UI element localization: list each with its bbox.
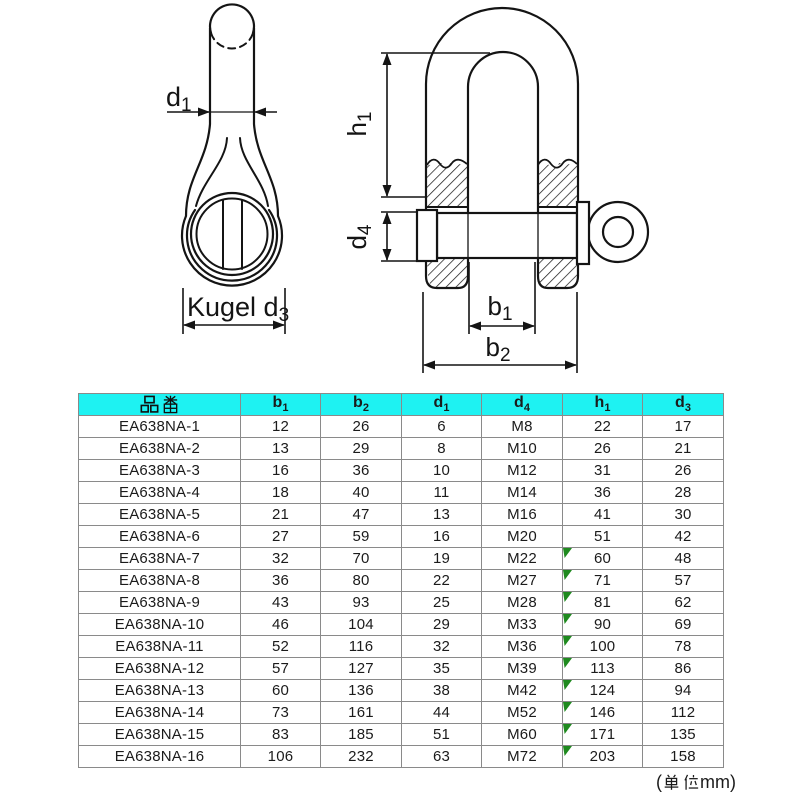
unit-note-prefix: (	[656, 772, 663, 792]
value-cell: 127	[321, 658, 402, 680]
h1-dimension-label: h1	[342, 111, 376, 137]
value-cell: M33	[482, 614, 563, 636]
value-cell: 112	[643, 702, 724, 724]
value-cell: 21	[643, 438, 724, 460]
green-corner-marker	[563, 570, 572, 580]
table-row	[79, 438, 724, 460]
value-cell: 29	[402, 614, 482, 636]
part-number-cell: EA638NA-11	[79, 636, 241, 658]
part-number-cell: EA638NA-4	[79, 482, 241, 504]
left-figure-eye-side-view	[182, 4, 282, 285]
value-cell: 80	[321, 570, 402, 592]
part-number-cell: EA638NA-5	[79, 504, 241, 526]
col-header-b1: $b_1$	[241, 394, 321, 416]
value-cell: 73	[241, 702, 321, 724]
table-row	[79, 636, 724, 658]
hatch-lower-right	[538, 259, 577, 287]
value-cell: 70	[321, 548, 402, 570]
table-row	[79, 482, 724, 504]
value-cell: 51	[563, 526, 643, 548]
value-cell: 124	[563, 680, 643, 702]
value-cell: M42	[482, 680, 563, 702]
value-cell: M20	[482, 526, 563, 548]
value-cell: 40	[321, 482, 402, 504]
value-cell: 30	[643, 504, 724, 526]
value-cell: 17	[643, 416, 724, 438]
pin-collar-plate	[577, 202, 589, 264]
green-corner-marker	[563, 680, 572, 690]
value-cell: 71	[563, 570, 643, 592]
green-corner-marker	[563, 746, 572, 756]
value-cell: 135	[643, 724, 724, 746]
value-cell: 43	[241, 592, 321, 614]
kanji-hinban-glyph	[140, 395, 180, 414]
value-cell: 232	[321, 746, 402, 768]
value-cell: 36	[321, 460, 402, 482]
table-row	[79, 460, 724, 482]
green-corner-marker	[563, 614, 572, 624]
value-cell: 69	[643, 614, 724, 636]
d4-dimension-label: d4	[342, 224, 376, 250]
value-cell: 19	[402, 548, 482, 570]
part-number-cell: EA638NA-2	[79, 438, 241, 460]
value-cell: 52	[241, 636, 321, 658]
green-corner-marker	[563, 724, 572, 734]
value-cell: 59	[321, 526, 402, 548]
ball-end-hidden-arc	[211, 33, 253, 48]
value-cell: 203	[563, 746, 643, 768]
value-cell: 27	[241, 526, 321, 548]
value-cell: 136	[321, 680, 402, 702]
value-cell: 16	[402, 526, 482, 548]
hatch-upper-left	[427, 163, 467, 207]
table-row	[79, 592, 724, 614]
value-cell: 171	[563, 724, 643, 746]
value-cell: 51	[402, 724, 482, 746]
kanji-tani-glyph	[663, 774, 699, 791]
value-cell: 36	[563, 482, 643, 504]
table-row	[79, 548, 724, 570]
right-figure-shackle-front-view	[417, 8, 648, 288]
value-cell: M14	[482, 482, 563, 504]
value-cell: M72	[482, 746, 563, 768]
value-cell: M52	[482, 702, 563, 724]
value-cell: 46	[241, 614, 321, 636]
pin-head	[417, 210, 437, 261]
part-number-cell: EA638NA-15	[79, 724, 241, 746]
part-number-cell: EA638NA-12	[79, 658, 241, 680]
value-cell: M28	[482, 592, 563, 614]
part-number-cell: EA638NA-13	[79, 680, 241, 702]
value-cell: 12	[241, 416, 321, 438]
table-row	[79, 614, 724, 636]
value-cell: 47	[321, 504, 402, 526]
value-cell: 29	[321, 438, 402, 460]
table-row	[79, 746, 724, 768]
col-header-d1: $d_1$	[402, 394, 482, 416]
b2-dimension-label: b2	[485, 332, 511, 366]
value-cell: 36	[241, 570, 321, 592]
table-header-row	[79, 394, 724, 416]
value-cell: M8	[482, 416, 563, 438]
d1-dimension-label: d1	[166, 82, 192, 116]
value-cell: 62	[643, 592, 724, 614]
value-cell: 93	[321, 592, 402, 614]
value-cell: 41	[563, 504, 643, 526]
part-number-cell: EA638NA-14	[79, 702, 241, 724]
table-row	[79, 680, 724, 702]
value-cell: M10	[482, 438, 563, 460]
part-number-cell: EA638NA-1	[79, 416, 241, 438]
value-cell: 13	[402, 504, 482, 526]
funnel-left	[196, 138, 227, 206]
table-row	[79, 416, 724, 438]
table-row	[79, 724, 724, 746]
value-cell: 44	[402, 702, 482, 724]
value-cell: 10	[402, 460, 482, 482]
value-cell: 11	[402, 482, 482, 504]
value-cell: 116	[321, 636, 402, 658]
value-cell: 35	[402, 658, 482, 680]
value-cell: 8	[402, 438, 482, 460]
value-cell: 26	[321, 416, 402, 438]
part-number-cell: EA638NA-7	[79, 548, 241, 570]
unit-note-suffix: mm)	[700, 772, 736, 792]
value-cell: 26	[643, 460, 724, 482]
value-cell: M12	[482, 460, 563, 482]
value-cell: 28	[643, 482, 724, 504]
value-cell: 18	[241, 482, 321, 504]
green-corner-marker	[563, 702, 572, 712]
value-cell: 78	[643, 636, 724, 658]
value-cell: 63	[402, 746, 482, 768]
value-cell: 94	[643, 680, 724, 702]
value-cell: 32	[402, 636, 482, 658]
value-cell: 104	[321, 614, 402, 636]
value-cell: M39	[482, 658, 563, 680]
table-row	[79, 526, 724, 548]
value-cell: 13	[241, 438, 321, 460]
value-cell: 22	[563, 416, 643, 438]
value-cell: 81	[563, 592, 643, 614]
ball-end-top-arc	[210, 4, 254, 33]
value-cell: M16	[482, 504, 563, 526]
value-cell: 57	[643, 570, 724, 592]
value-cell: 86	[643, 658, 724, 680]
value-cell: 38	[402, 680, 482, 702]
table-body	[79, 416, 724, 768]
part-number-cell: EA638NA-16	[79, 746, 241, 768]
value-cell: M60	[482, 724, 563, 746]
part-number-cell: EA638NA-6	[79, 526, 241, 548]
value-cell: 26	[563, 438, 643, 460]
unit-note	[78, 772, 736, 793]
value-cell: 22	[402, 570, 482, 592]
value-cell: 31	[563, 460, 643, 482]
value-cell: 6	[402, 416, 482, 438]
value-cell: 42	[643, 526, 724, 548]
green-corner-marker	[563, 658, 572, 668]
green-corner-marker	[563, 592, 572, 602]
part-number-cell: EA638NA-9	[79, 592, 241, 614]
table-row	[79, 658, 724, 680]
hatch-upper-right	[538, 163, 577, 207]
value-cell: 146	[563, 702, 643, 724]
value-cell: 32	[241, 548, 321, 570]
b1-dimension-label: b1	[487, 291, 513, 325]
value-cell: M36	[482, 636, 563, 658]
shank-outline	[182, 28, 282, 286]
col-header-b2: $b_2$	[321, 394, 402, 416]
table-row	[79, 504, 724, 526]
value-cell: 25	[402, 592, 482, 614]
green-corner-marker	[563, 636, 572, 646]
value-cell: 113	[563, 658, 643, 680]
value-cell: M27	[482, 570, 563, 592]
shackle-technical-drawing	[0, 0, 800, 392]
value-cell: 48	[643, 548, 724, 570]
spec-table	[78, 393, 724, 768]
table-row	[79, 570, 724, 592]
value-cell: 158	[643, 746, 724, 768]
ball-inner-circle	[197, 199, 268, 270]
part-number-cell: EA638NA-8	[79, 570, 241, 592]
col-header-h1: $h_1$	[563, 394, 643, 416]
green-corner-marker	[563, 548, 572, 558]
value-cell: 100	[563, 636, 643, 658]
value-cell: 185	[321, 724, 402, 746]
table-row	[79, 702, 724, 724]
value-cell: 90	[563, 614, 643, 636]
value-cell: 60	[241, 680, 321, 702]
ball-outer-circle	[191, 193, 273, 275]
part-number-cell: EA638NA-3	[79, 460, 241, 482]
value-cell: 161	[321, 702, 402, 724]
value-cell: M22	[482, 548, 563, 570]
value-cell: 16	[241, 460, 321, 482]
col-header-d4: $d_4$	[482, 394, 563, 416]
pin-eye-hole	[603, 217, 633, 247]
kugel-d3-dimension-label: Kugel d3	[187, 292, 290, 326]
value-cell: 60	[563, 548, 643, 570]
value-cell: 57	[241, 658, 321, 680]
part-number-cell: EA638NA-10	[79, 614, 241, 636]
value-cell: 106	[241, 746, 321, 768]
col-header-d3: $d_3$	[643, 394, 724, 416]
pin-body	[437, 213, 577, 258]
value-cell: 83	[241, 724, 321, 746]
value-cell: 21	[241, 504, 321, 526]
col-header-part-number	[79, 394, 241, 416]
hatch-lower-left	[427, 259, 467, 287]
